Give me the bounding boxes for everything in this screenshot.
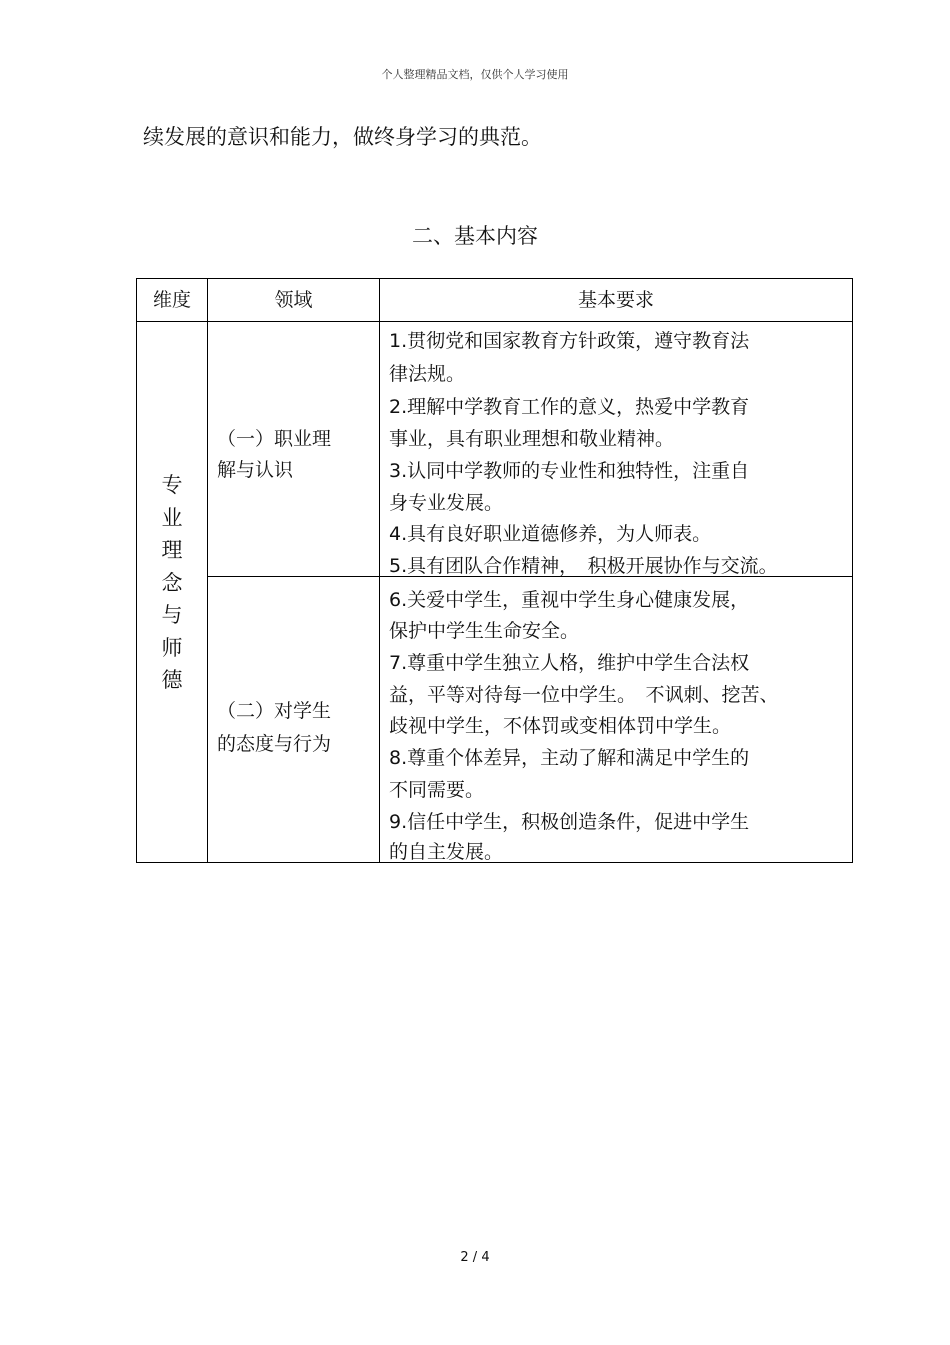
requirement-line: 保护中学生生命安全。 — [389, 620, 580, 642]
requirements-table — [136, 278, 853, 863]
requirement-line: 7.尊重中学生独立人格，维护中学生合法权 — [389, 652, 750, 674]
requirement-line: 歧视中学生，不体罚或变相体罚中学生。 — [389, 715, 732, 737]
dimension-char: 理 — [161, 538, 183, 562]
header-note: 个人整理精品文档，仅供个人学习使用 — [381, 68, 569, 81]
dimension-char: 德 — [161, 668, 183, 692]
dimension-cell — [137, 469, 207, 697]
requirement-line: 5.具有团队合作精神， 积极开展协作与交流。 — [389, 555, 778, 577]
dimension-char: 师 — [161, 635, 183, 660]
lead-paragraph: 续发展的意识和能力，做终身学习的典范。 — [143, 125, 542, 149]
requirement-line: 事业，具有职业理想和敬业精神。 — [389, 428, 675, 450]
requirement-line: 4.具有良好职业道德修养，为人师表。 — [389, 523, 712, 545]
domain-2-line2: 的态度与行为 — [217, 733, 332, 755]
requirement-line: 不同需要。 — [389, 779, 485, 801]
dimension-char: 与 — [161, 603, 183, 627]
header-dimension: 维度 — [152, 289, 191, 311]
requirement-line: 律法规。 — [389, 363, 466, 385]
requirement-line: 8.尊重个体差异，主动了解和满足中学生的 — [389, 747, 750, 769]
dimension-char: 业 — [161, 505, 183, 530]
dimension-char: 念 — [161, 570, 183, 595]
section-title: 二、基本内容 — [412, 224, 538, 248]
table-divider-col2 — [379, 279, 380, 862]
table-header-divider — [137, 321, 852, 322]
header-requirements: 基本要求 — [577, 289, 654, 311]
table-divider-col1 — [207, 279, 208, 862]
requirement-line: 3.认同中学教师的专业性和独特性，注重自 — [389, 460, 750, 482]
page-number: 2 / 4 — [460, 1250, 490, 1265]
domain-1-line1: （一）职业理 — [217, 428, 332, 450]
dimension-char: 专 — [161, 473, 183, 497]
requirement-line: 身专业发展。 — [389, 492, 504, 514]
requirement-line: 的自主发展。 — [389, 841, 504, 863]
requirement-line: 9.信任中学生，积极创造条件，促进中学生 — [389, 811, 750, 833]
domain-1-line2: 解与认识 — [217, 459, 294, 481]
domain-2-line1: （二）对学生 — [217, 700, 332, 722]
header-domain: 领域 — [274, 289, 313, 311]
requirement-line: 益，平等对待每一位中学生。 不讽刺、挖苦、 — [389, 684, 779, 706]
requirement-line: 2.理解中学教育工作的意义，热爱中学教育 — [389, 396, 750, 418]
requirement-line: 1.贯彻党和国家教育方针政策，遵守教育法 — [389, 330, 750, 352]
requirement-line: 6.关爱中学生，重视中学生身心健康发展， — [389, 589, 750, 611]
